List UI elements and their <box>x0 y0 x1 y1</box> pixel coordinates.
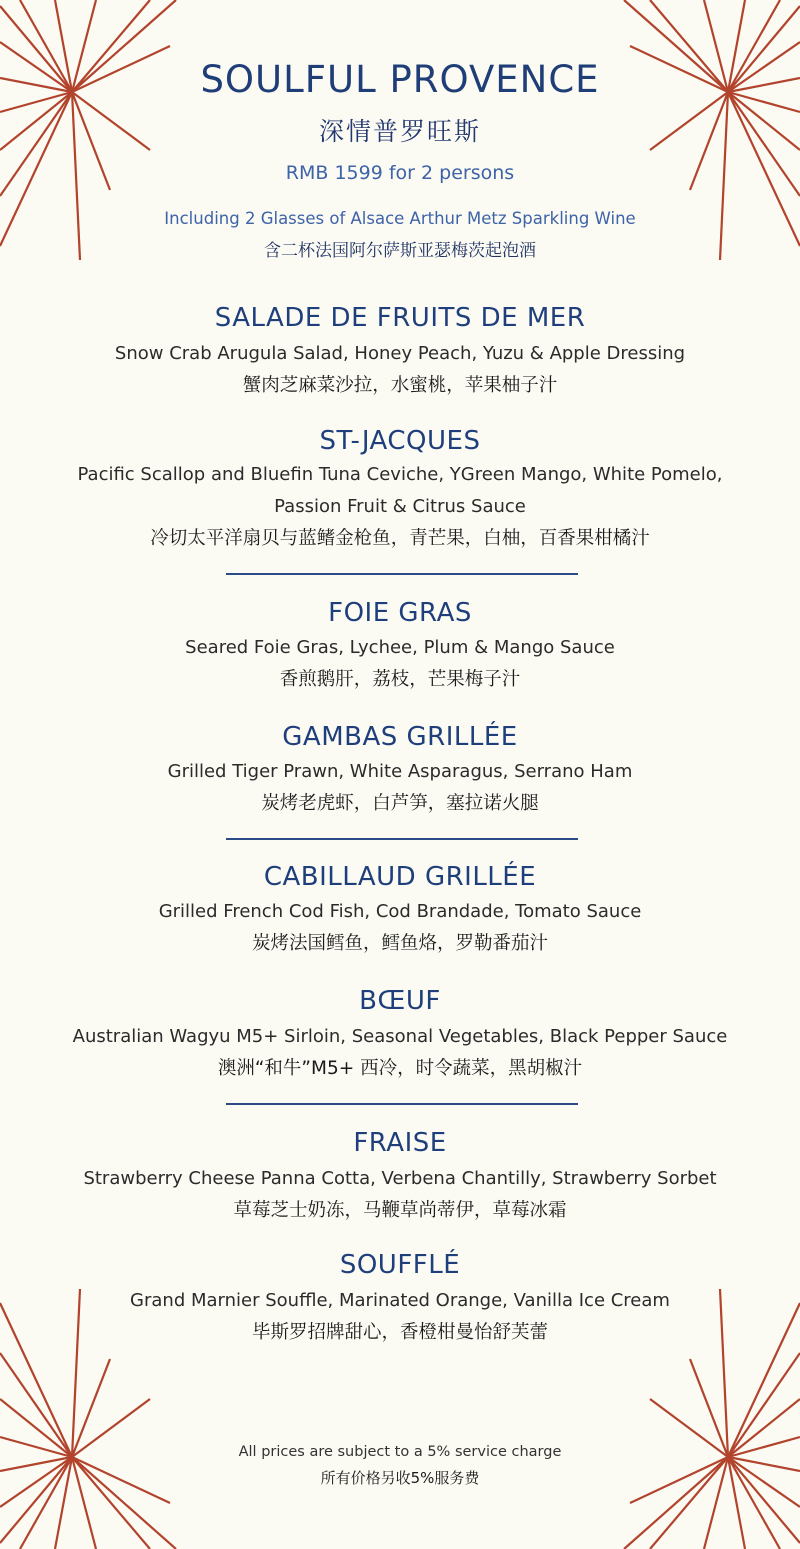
course-description: Australian Wagyu M5+ Sirloin, Seasonal Vegetables, Black Pepper Sauce <box>72 1026 728 1047</box>
course-description: Snow Crab Arugula Salad, Honey Peach, Yuzu & Apple Dressing <box>114 343 686 364</box>
section-divider <box>226 838 578 840</box>
service-charge-note-chinese: 所有价格另收5%服务费 <box>320 1469 480 1487</box>
course-description: Grand Marnier Souffle, Marinated Orange, Vanilla Ice Cream <box>130 1290 670 1311</box>
section-divider <box>226 573 578 575</box>
course-title: SOUFFLÉ <box>339 1250 461 1280</box>
course-description-chinese: 香煎鹅肝，荔枝，芒果梅子汁 <box>279 669 521 690</box>
course-title: GAMBAS GRILLÉE <box>282 722 518 752</box>
course-title: FRAISE <box>353 1128 447 1158</box>
included-wine-chinese: 含二杯法国阿尔萨斯亚瑟梅茨起泡酒 <box>264 241 536 261</box>
menu-title-chinese: 深情普罗旺斯 <box>318 117 481 146</box>
course-description-chinese: 草莓芝士奶冻，马鞭草尚蒂伊，草莓冰霜 <box>233 1200 567 1221</box>
course-title: FOIE GRAS <box>328 598 472 628</box>
course-title: CABILLAUD GRILLÉE <box>263 862 537 892</box>
section-divider <box>226 1103 578 1105</box>
menu-title: SOULFUL PROVENCE <box>200 58 600 101</box>
course-description-chinese: 毕斯罗招牌甜心，香橙柑曼怡舒芙蕾 <box>251 1322 548 1343</box>
course-description: Pacific Scallop and Bluefin Tuna Ceviche, YGreen Mango, White Pomelo, <box>77 464 723 485</box>
course-title: SALADE DE FRUITS DE MER <box>214 303 586 333</box>
course-description: Grilled French Cod Fish, Cod Brandade, Tomato Sauce <box>158 901 642 922</box>
course-description-chinese: 炭烤法国鳕鱼，鳕鱼烙，罗勒番茄汁 <box>251 933 548 954</box>
course-description: Seared Foie Gras, Lychee, Plum & Mango Sauce <box>185 637 615 658</box>
course-description-chinese: 蟹肉芝麻菜沙拉，水蜜桃，苹果柚子汁 <box>242 375 558 396</box>
course-title: ST-JACQUES <box>319 426 481 456</box>
course-description: Strawberry Cheese Panna Cotta, Verbena Chantilly, Strawberry Sorbet <box>83 1168 717 1189</box>
included-wine: Including 2 Glasses of Alsace Arthur Metz Sparkling Wine <box>164 209 636 228</box>
menu-price: RMB 1599 for 2 persons <box>285 162 515 184</box>
course-title: BŒUF <box>359 986 441 1016</box>
course-description-chinese: 冷切太平洋扇贝与蓝鳍金枪鱼，青芒果，白柚，百香果柑橘汁 <box>150 528 650 549</box>
service-charge-note: All prices are subject to a 5% service charge <box>238 1444 562 1460</box>
course-description-chinese: 炭烤老虎虾，白芦笋，塞拉诺火腿 <box>261 793 539 814</box>
course-description: Grilled Tiger Prawn, White Asparagus, Serrano Ham <box>167 761 633 782</box>
course-description-chinese: 澳洲“和牛”M5+ 西冷，时令蔬菜，黑胡椒汁 <box>217 1058 583 1079</box>
course-description-line2: Passion Fruit & Citrus Sauce <box>274 496 526 517</box>
